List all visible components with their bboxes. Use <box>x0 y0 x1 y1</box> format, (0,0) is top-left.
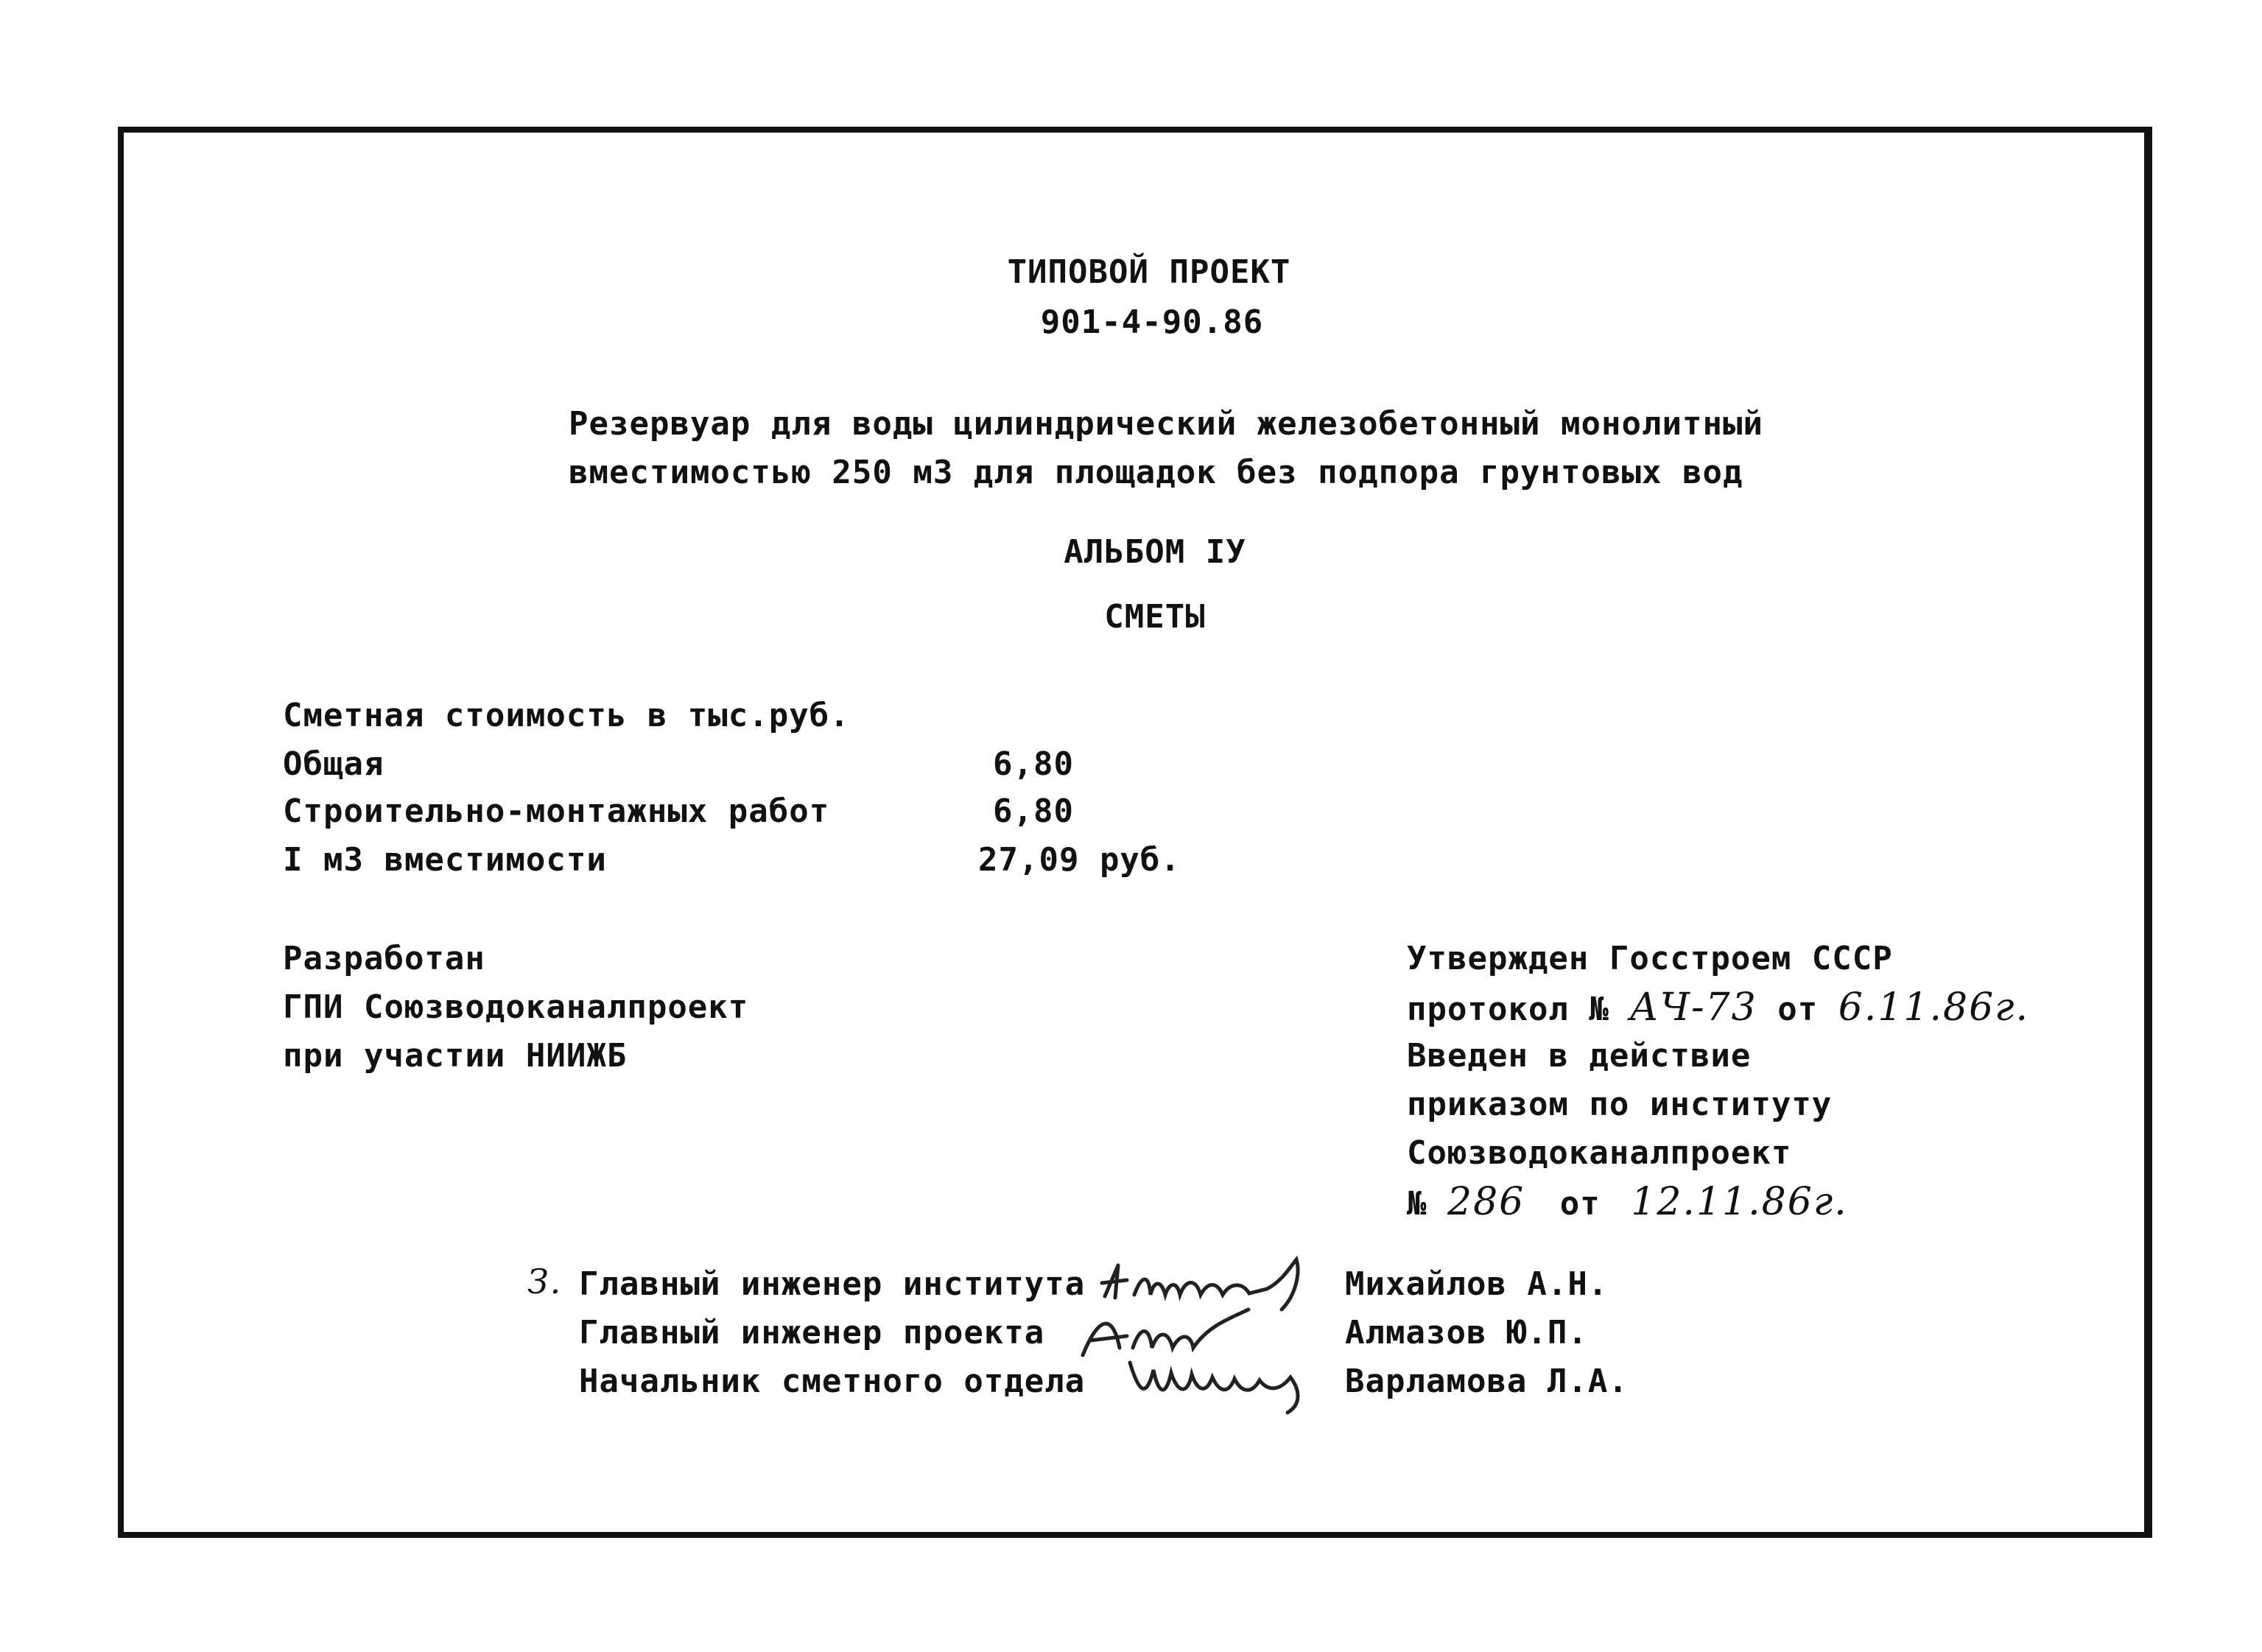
signature-name-2: Алмазов Ю.П. <box>1345 1314 1588 1352</box>
cost-label-per-m3: I м3 вместимости <box>283 841 607 879</box>
title-line-2: вместимостью 250 м3 для площадок без подпора грунтовых вод <box>569 454 1743 491</box>
signature-scribble-1 <box>1097 1252 1326 1311</box>
signature-handwritten-3 <box>1124 1348 1323 1414</box>
cost-label-total: Общая <box>283 745 384 783</box>
protocol-date-handwritten: 6.11.86г. <box>1838 985 2029 1030</box>
section-label: СМЕТЫ <box>1104 598 1206 636</box>
approved-line-3: Введен в действие <box>1407 1037 1752 1075</box>
cost-value-per-m3: 27,09 руб. <box>978 841 1181 879</box>
developed-line-2: ГПИ Союзводоканалпроект <box>283 988 749 1026</box>
approved-line-1: Утвержден Госстроем СССР <box>1407 940 1893 977</box>
developed-line-3: при участии НИИЖБ <box>283 1037 628 1075</box>
approved-line-4: приказом по институту <box>1407 1086 1833 1123</box>
order-prefix: № <box>1407 1185 1427 1223</box>
developed-line-1: Разработан <box>283 940 485 977</box>
signature-scribble-3 <box>1124 1348 1323 1414</box>
protocol-prefix: протокол № <box>1407 991 1609 1028</box>
title-line-1: Резервуар для воды цилиндрический железобетонный монолитный <box>569 405 1763 443</box>
order-date-handwritten: 12.11.86г. <box>1631 1180 1848 1224</box>
cost-value-total: 6,80 <box>993 745 1074 783</box>
signature-handwritten-1 <box>1097 1252 1326 1311</box>
cost-label-construction: Строительно-монтажных работ <box>283 792 830 830</box>
cost-heading: Сметная стоимость в тыс.руб. <box>283 697 850 734</box>
approved-protocol-line <box>1407 985 2029 1032</box>
signature-role-2: Главный инженер проекта <box>579 1314 1045 1352</box>
order-number-handwritten: 286 <box>1447 1180 1525 1224</box>
approved-order-line <box>1407 1180 1848 1226</box>
protocol-from: от <box>1777 991 1819 1028</box>
approved-line-5: Союзводоканалпроект <box>1407 1134 1792 1172</box>
signature-name-1: Михайлов А.Н. <box>1345 1265 1609 1303</box>
album-label: АЛЬБОМ IУ <box>1064 533 1246 571</box>
protocol-number-handwritten: АЧ-73 <box>1629 985 1757 1030</box>
project-number: 901-4-90.86 <box>1040 303 1264 341</box>
cost-value-construction: 6,80 <box>993 792 1074 830</box>
signature-role-1: Главный инженер института <box>579 1265 1086 1303</box>
order-from: от <box>1559 1185 1601 1223</box>
project-type: ТИПОВОЙ ПРОЕКТ <box>1007 253 1291 291</box>
signature-role-3: Начальник сметного отдела <box>579 1363 1086 1400</box>
signature-name-3: Варламова Л.А. <box>1345 1363 1629 1400</box>
signature-mark: З. <box>527 1262 563 1301</box>
